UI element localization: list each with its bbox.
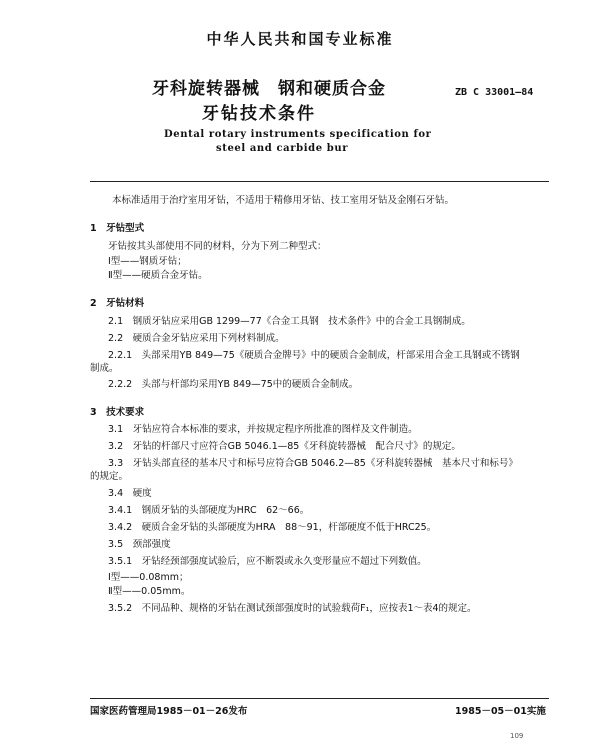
clause-3-4: 3.4 硬度 bbox=[108, 488, 152, 499]
title-line-1: 牙科旋转器械 钢和硬质合金 bbox=[152, 79, 386, 99]
clause-2-2: 2.2 硬质合金牙钻应采用下列材料制成。 bbox=[108, 333, 285, 344]
standard-code: ZB C 33001—84 bbox=[455, 87, 534, 98]
english-title-line-1: Dental rotary instruments specification for bbox=[164, 129, 432, 140]
clause-3-5-1: 3.5.1 牙钻经颈部强度试验后，应不断裂或永久变形量应不超过下列数值。 bbox=[108, 556, 427, 567]
issue-date: 国家医药管理局1985－01－26发布 bbox=[90, 706, 248, 717]
section-1-heading: 1 牙钻型式 bbox=[90, 223, 145, 234]
issuing-authority-header: 中华人民共和国专业标准 bbox=[206, 30, 394, 48]
title-line-2: 牙钻技术条件 bbox=[202, 104, 316, 124]
header-divider bbox=[90, 181, 549, 182]
effective-date: 1985－05－01实施 bbox=[455, 706, 546, 717]
clause-2-2-1-cont: 制成。 bbox=[90, 363, 119, 374]
clause-3-4-1: 3.4.1 钢质牙钻的头部硬度为HRC 62～66。 bbox=[108, 505, 310, 516]
clause-3-1: 3.1 牙钻应符合本标准的要求，并按规定程序所批准的图样及文件制造。 bbox=[108, 424, 418, 435]
clause-3-3-cont: 的规定。 bbox=[90, 471, 129, 482]
footer-divider bbox=[90, 698, 549, 699]
section-1-paragraph: 牙钻按其头部使用不同的材料，分为下列二种型式： bbox=[108, 241, 327, 252]
page-number: 109 bbox=[510, 732, 524, 740]
type-1-line: Ⅰ型——钢质牙钻； bbox=[108, 256, 187, 267]
english-title-line-2: steel and carbide bur bbox=[216, 143, 349, 154]
type-2-line: Ⅱ型——硬质合金牙钻。 bbox=[108, 270, 208, 281]
clause-3-3: 3.3 牙钻头部直径的基本尺寸和标号应符合GB 5046.2—85《牙科旋转器械 基本尺寸和标号》 bbox=[108, 458, 518, 469]
scope-paragraph: 本标准适用于治疗室用牙钻，不适用于精修用牙钻、技工室用牙钻及金刚石牙钻。 bbox=[112, 195, 455, 206]
clause-3-5: 3.5 颈部强度 bbox=[108, 539, 171, 550]
section-3-heading: 3 技术要求 bbox=[90, 407, 145, 418]
clause-3-2: 3.2 牙钻的杆部尺寸应符合GB 5046.1—85《牙科旋转器械 配合尺寸》的规定。 bbox=[108, 441, 461, 452]
section-2-heading: 2 牙钻材料 bbox=[90, 298, 145, 309]
deformation-type-2: Ⅱ型——0.05mm。 bbox=[108, 586, 191, 597]
clause-3-5-2: 3.5.2 不同品种、规格的牙钻在测试颈部强度时的试验载荷F₁，应按表1～表4的规定。 bbox=[108, 603, 477, 614]
clause-2-1: 2.1 钢质牙钻应采用GB 1299—77《合金工具钢 技术条件》中的合金工具钢制成。 bbox=[108, 316, 471, 327]
deformation-type-1: Ⅰ型——0.08mm； bbox=[108, 572, 189, 583]
clause-3-4-2: 3.4.2 硬质合金牙钻的头部硬度为HRA 88～91，杆部硬度不低于HRC25。 bbox=[108, 522, 437, 533]
clause-2-2-2: 2.2.2 头部与杆部均采用YB 849—75中的硬质合金制成。 bbox=[108, 379, 359, 390]
clause-2-2-1: 2.2.1 头部采用YB 849—75《硬质合金牌号》中的硬质合金制成，杆部采用合金工具钢或不锈钢 bbox=[108, 350, 520, 361]
